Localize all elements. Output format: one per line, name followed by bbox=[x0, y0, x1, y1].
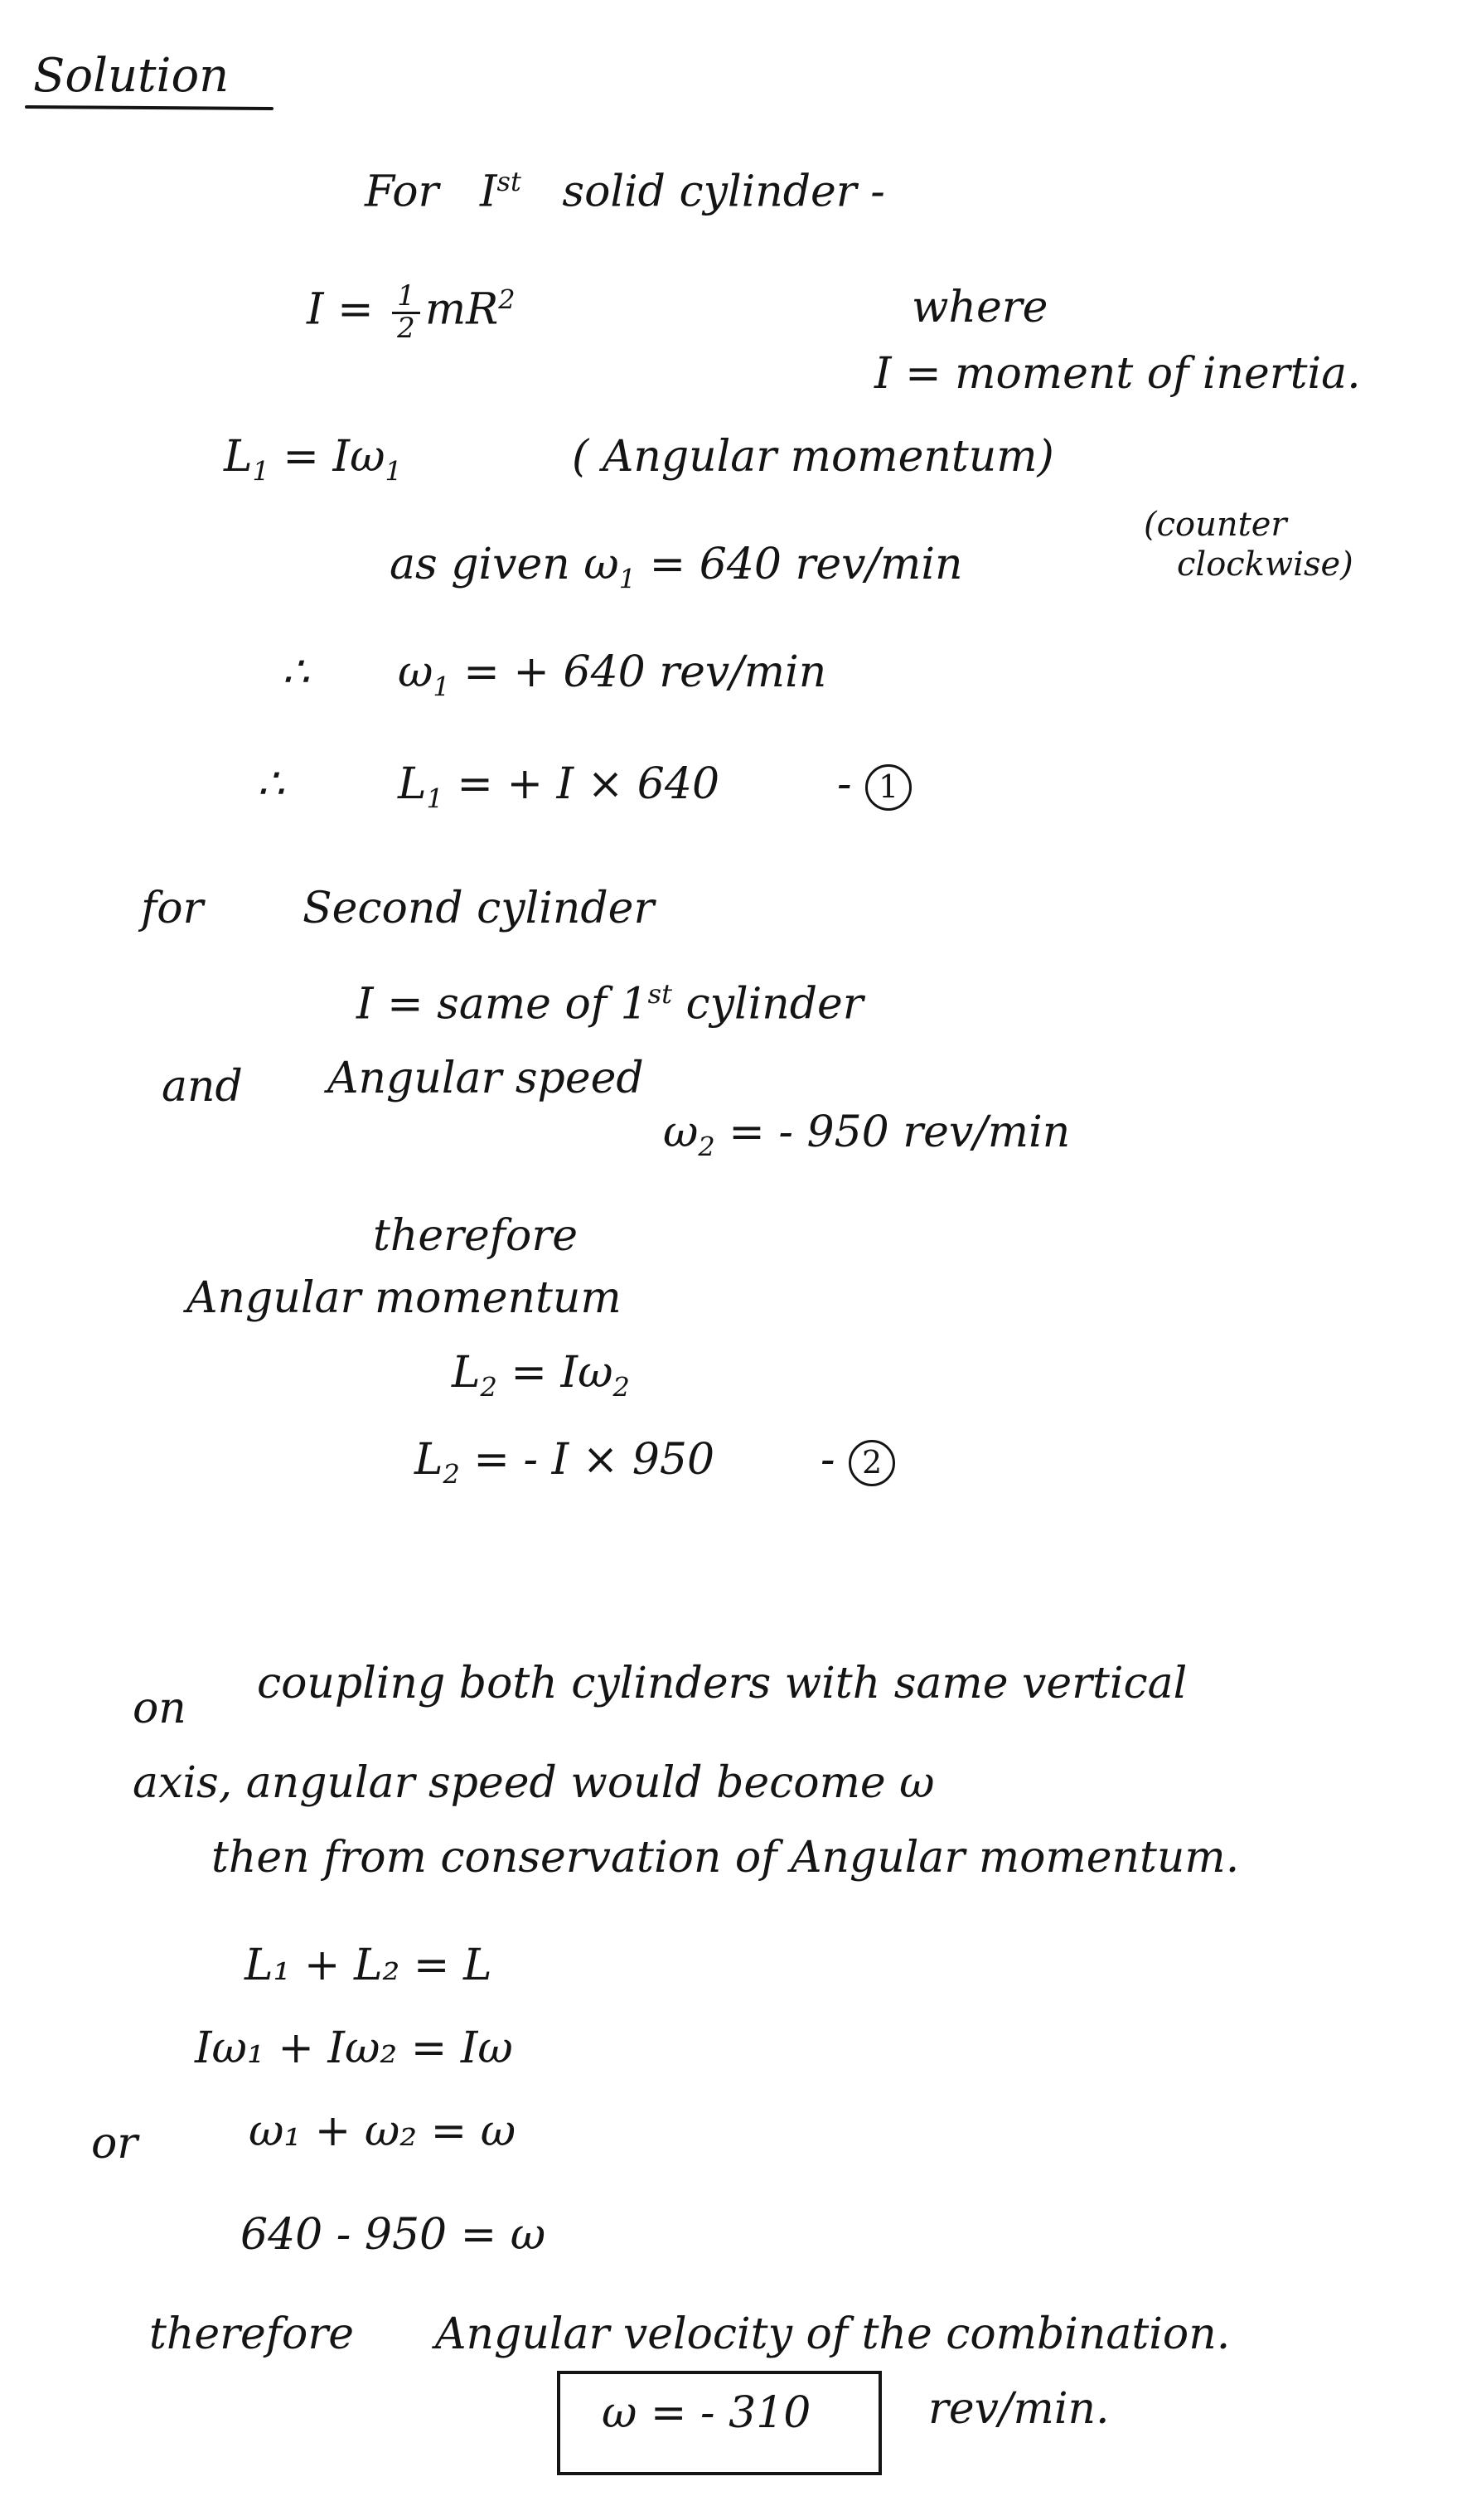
given-direction-line2: clockwise) bbox=[1177, 545, 1353, 584]
therefore-word-2: therefore bbox=[149, 2309, 354, 2359]
conclusion-line: Angular velocity of the combination. bbox=[435, 2309, 1231, 2359]
L2-definition-eq: = Iω bbox=[511, 1348, 613, 1398]
L2-result-symbol: L bbox=[414, 1435, 443, 1485]
conservation-eq-3: ω₁ + ω₂ = ω bbox=[249, 2106, 516, 2156]
L1-result-value: = + I × 640 bbox=[457, 759, 720, 809]
L2-result bbox=[414, 1434, 714, 1490]
omega1-signed-symbol: ω bbox=[398, 647, 433, 697]
second-cylinder-inertia-b: cylinder bbox=[685, 979, 864, 1030]
L1-symbol-sub: 1 bbox=[252, 455, 269, 487]
omega2-sub: 2 bbox=[698, 1131, 715, 1163]
and-label: and bbox=[162, 1062, 243, 1112]
second-cylinder-for: for bbox=[141, 884, 204, 933]
L2-definition-symbol: L bbox=[452, 1348, 481, 1398]
title-underline bbox=[25, 105, 274, 110]
L1-result bbox=[398, 758, 719, 815]
given-omega1 bbox=[390, 539, 962, 595]
equation-tag-1: - 1 bbox=[837, 758, 912, 811]
omega2-symbol: ω bbox=[663, 1107, 699, 1157]
page-title: Solution bbox=[33, 49, 230, 103]
therefore-symbol-2: ∴ bbox=[257, 759, 285, 809]
second-cylinder-heading: Second cylinder bbox=[303, 884, 655, 933]
inertia-fraction-num: 1 bbox=[392, 282, 420, 314]
where-label: where bbox=[912, 283, 1048, 332]
L2-definition-eq-sub: 2 bbox=[612, 1371, 630, 1403]
angular-momentum-definition bbox=[224, 431, 402, 487]
inertia-fraction bbox=[392, 279, 420, 345]
first-cylinder-ordinal-sup: st bbox=[496, 166, 521, 197]
given-direction-line1: (counter bbox=[1144, 506, 1287, 544]
inertia-rhs-sup: 2 bbox=[498, 284, 516, 316]
conservation-eq-1: L₁ + L₂ = L bbox=[244, 1941, 492, 1990]
angular-momentum-label: Angular momentum bbox=[186, 1273, 622, 1323]
coupling-line-1: coupling both cylinders with same vertical bbox=[257, 1659, 1188, 1708]
omega1-signed-value: = + 640 rev/min bbox=[463, 647, 827, 697]
L2-result-sub: 2 bbox=[443, 1458, 460, 1490]
L1-result-symbol: L bbox=[398, 759, 427, 809]
conservation-eq-4: 640 - 950 = ω bbox=[240, 2210, 546, 2260]
L2-definition-sub: 2 bbox=[480, 1371, 497, 1403]
equation-tag-2-circle: 2 bbox=[849, 1440, 895, 1486]
L2-result-value: = - I × 950 bbox=[473, 1435, 715, 1485]
given-omega1-label: as given ω bbox=[390, 540, 619, 589]
answer-box bbox=[557, 2371, 882, 2475]
second-cylinder-inertia bbox=[356, 978, 864, 1030]
conservation-eq-2: Iω₁ + Iω₂ = Iω bbox=[195, 2023, 513, 2073]
final-answer: ω = - 310 bbox=[602, 2388, 811, 2438]
omega1-signed bbox=[398, 647, 826, 703]
first-cylinder-for: For bbox=[365, 167, 439, 217]
first-cylinder-ordinal: I bbox=[480, 167, 497, 217]
first-cylinder-heading bbox=[365, 166, 885, 218]
L1-result-sub: 1 bbox=[426, 783, 443, 815]
given-omega1-sub: 1 bbox=[618, 563, 637, 595]
angular-momentum-note: ( Angular momentum) bbox=[572, 432, 1054, 482]
conservation-line: then from conservation of Angular momentum. bbox=[211, 1833, 1240, 1883]
L1-equation: = Iω bbox=[283, 432, 385, 482]
second-cylinder-inertia-a: I = same of 1 bbox=[356, 979, 648, 1030]
inertia-formula bbox=[307, 279, 516, 345]
equation-tag-2: - 2 bbox=[821, 1434, 895, 1486]
or-label: or bbox=[91, 2119, 138, 2169]
on-label: on bbox=[133, 1684, 186, 1733]
equation-tag-1-circle: 1 bbox=[865, 764, 912, 811]
omega1-signed-sub: 1 bbox=[433, 671, 450, 703]
L1-equation-sub: 1 bbox=[385, 455, 402, 487]
given-omega1-value: = 640 rev/min bbox=[649, 540, 963, 589]
inertia-definition: I = moment of inertia. bbox=[874, 349, 1361, 399]
inertia-fraction-den: 2 bbox=[397, 311, 415, 345]
final-answer-unit: rev/min. bbox=[928, 2384, 1110, 2434]
omega2-value bbox=[663, 1107, 1070, 1163]
inertia-lhs: I = bbox=[307, 284, 374, 335]
omega2-number: = - 950 rev/min bbox=[729, 1107, 1071, 1157]
angular-speed-label: Angular speed bbox=[327, 1054, 644, 1103]
coupling-line-2: axis, angular speed would become ω bbox=[133, 1758, 935, 1808]
inertia-rhs: mR bbox=[424, 284, 499, 335]
first-cylinder-label: solid cylinder - bbox=[562, 167, 885, 217]
L2-definition bbox=[452, 1347, 630, 1403]
therefore-symbol-1: ∴ bbox=[282, 647, 310, 697]
L1-symbol: L bbox=[224, 432, 253, 482]
second-cylinder-inertia-sup: st bbox=[647, 978, 672, 1010]
therefore-word-1: therefore bbox=[373, 1211, 578, 1261]
